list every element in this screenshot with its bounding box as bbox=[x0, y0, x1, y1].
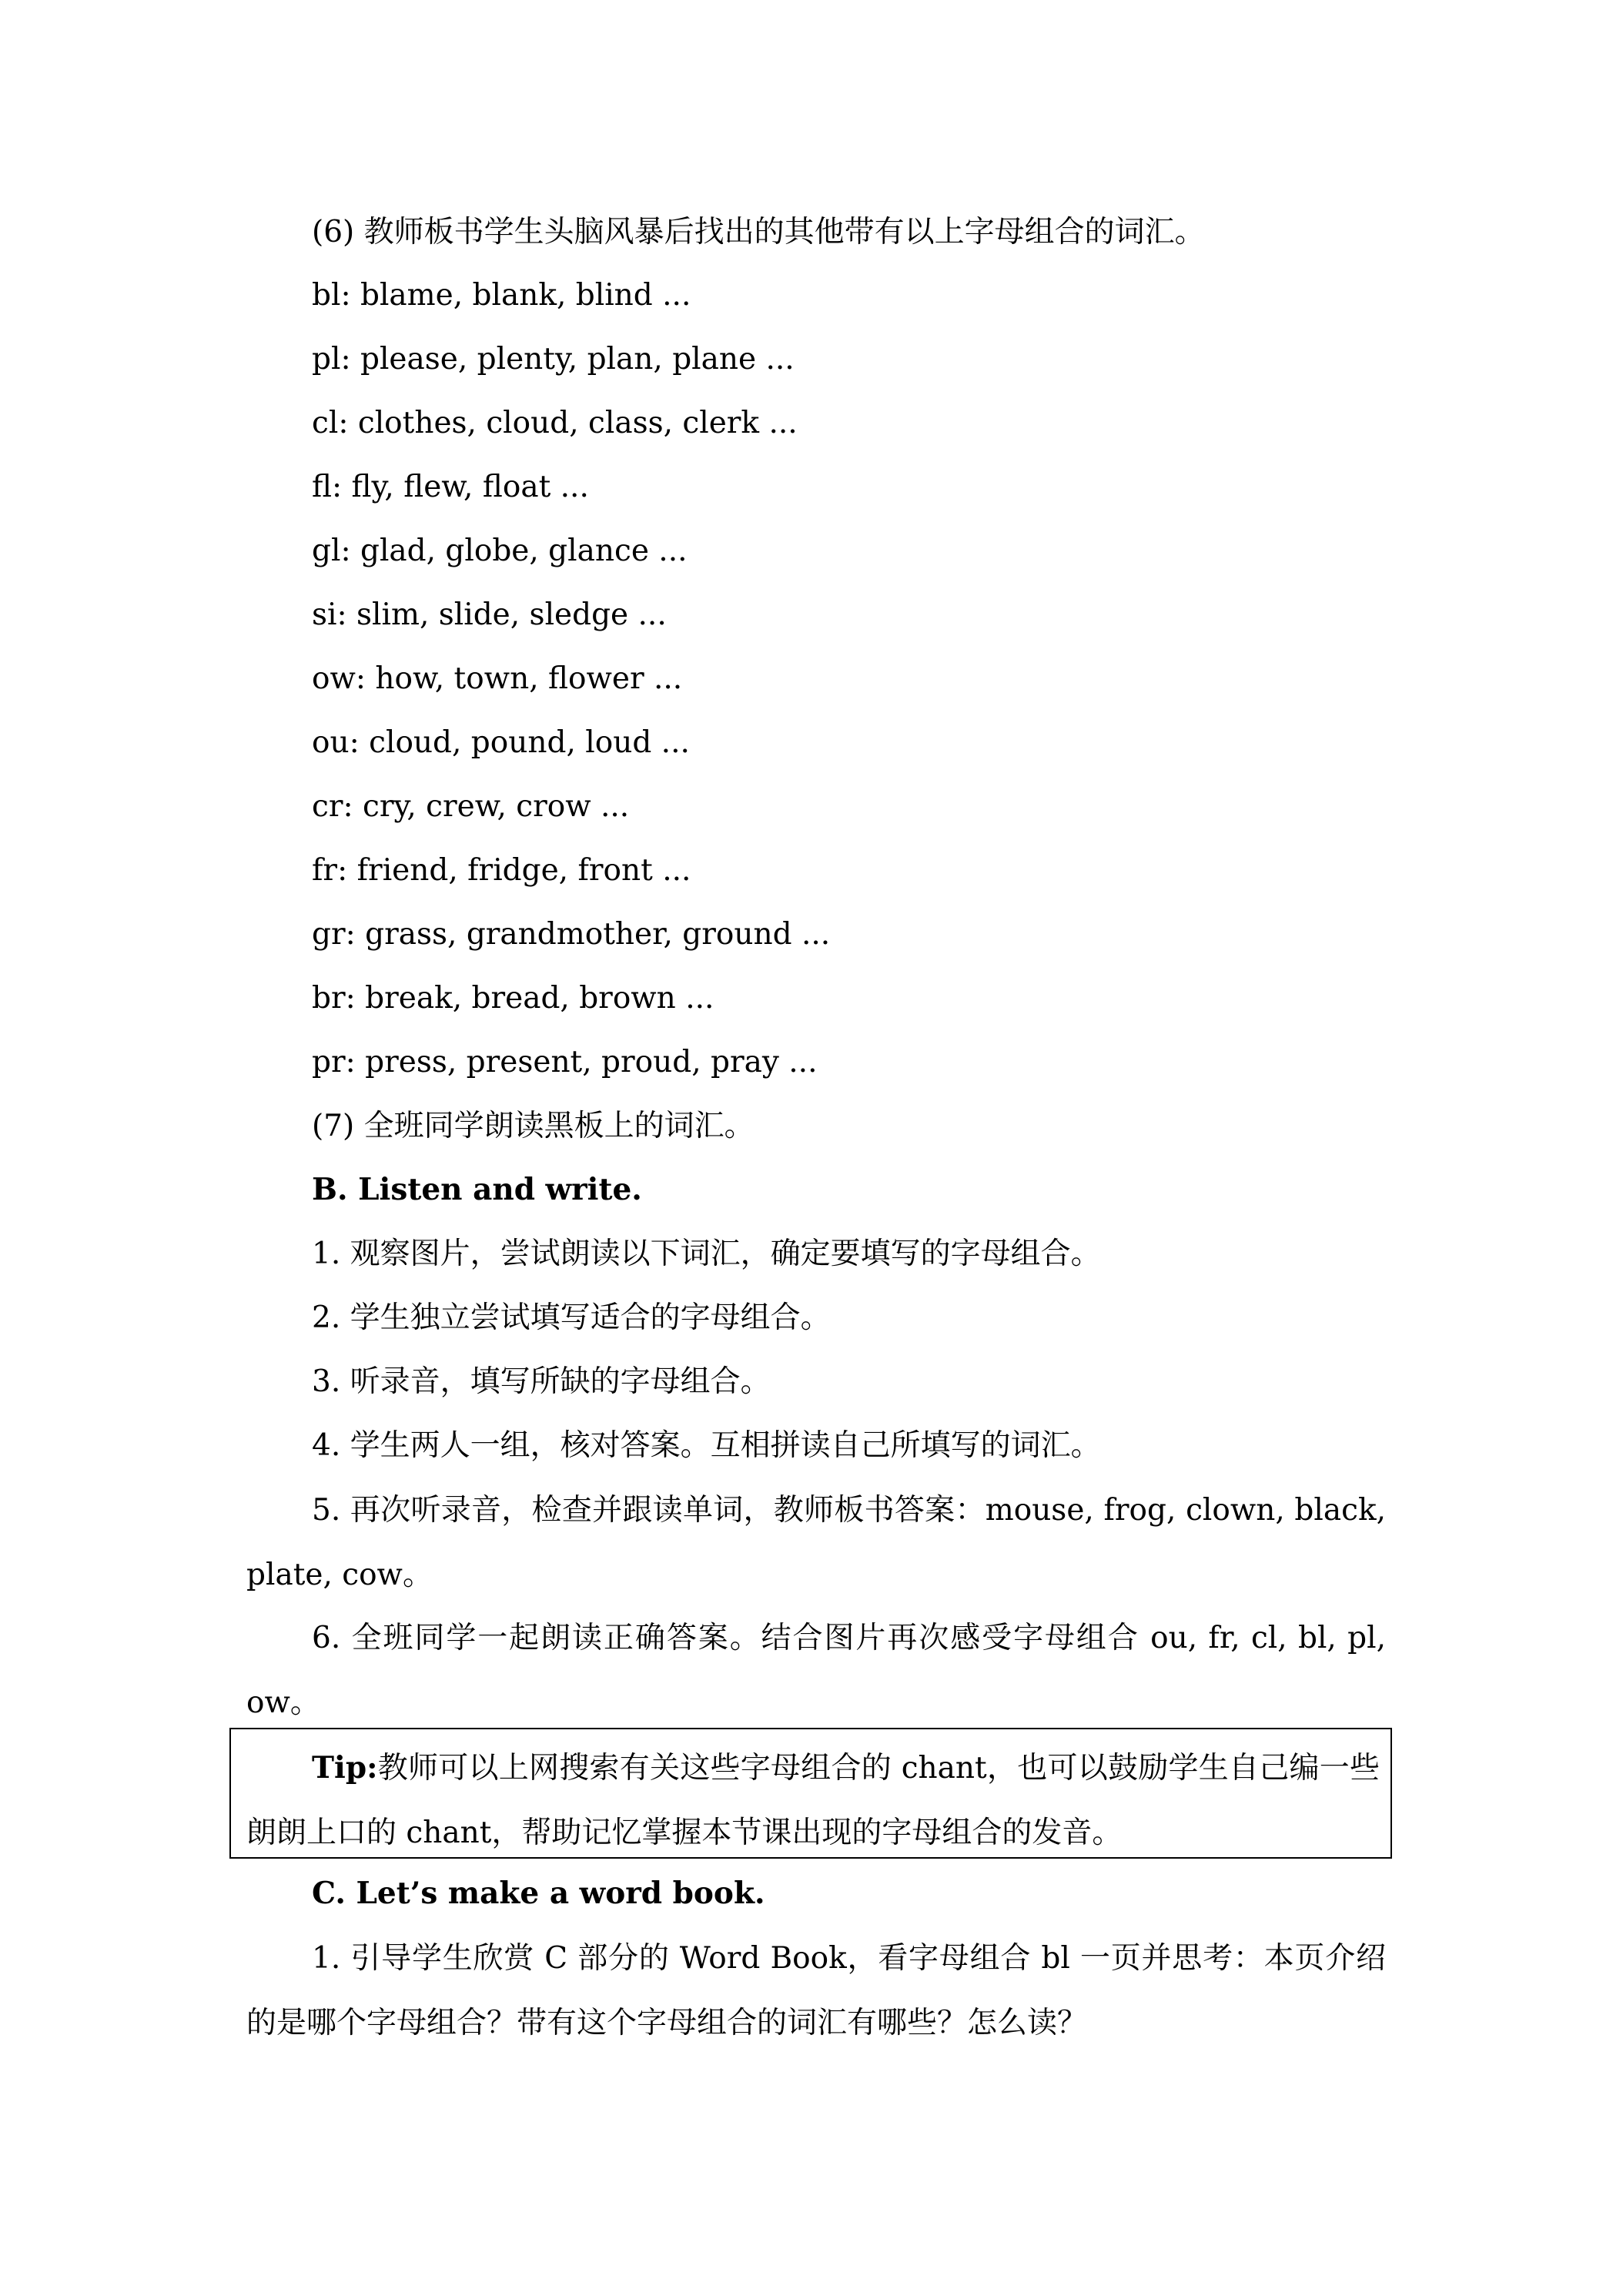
word-list-pr: pr: press, present, proud, pray ... bbox=[312, 1045, 818, 1079]
word-list-fr: fr: friend, fridge, front ... bbox=[312, 853, 691, 888]
section-b-step-2: 2. 学生独立尝试填写适合的字母组合。 bbox=[312, 1300, 831, 1335]
tip-paragraph bbox=[246, 1735, 1380, 1866]
section-b-step-6 bbox=[246, 1606, 1386, 1735]
word-list-pl: pl: please, plenty, plan, plane ... bbox=[312, 342, 795, 377]
section-b-step-4: 4. 学生两人一组，核对答案。互相拼读自己所填写的词汇。 bbox=[312, 1428, 1101, 1463]
tip-label: Tip: bbox=[312, 1750, 378, 1786]
word-list-cl: cl: clothes, cloud, class, clerk ... bbox=[312, 406, 798, 440]
section-b-step-1: 1. 观察图片，尝试朗读以下词汇，确定要填写的字母组合。 bbox=[312, 1237, 1101, 1271]
word-list-br: br: break, bread, brown ... bbox=[312, 981, 714, 1016]
word-list-fl: fl: fly, flew, float ... bbox=[312, 470, 589, 504]
word-list-si: si: slim, slide, sledge ... bbox=[312, 597, 667, 632]
word-list-bl: bl: blame, blank, blind ... bbox=[312, 278, 691, 313]
step-6-text: (6) 教师板书学生头脑风暴后找出的其他带有以上字母组合的词汇。 bbox=[312, 215, 1205, 249]
section-b-step-5 bbox=[246, 1478, 1386, 1608]
tip-text: 教师可以上网搜索有关这些字母组合的 chant，也可以鼓励学生自己编一些朗朗上口的 chant，帮助记忆掌握本节课出现的字母组合的发音。 bbox=[246, 1751, 1380, 1850]
section-b-step-6-text: 6. 全班同学一起朗读正确答案。结合图片再次感受字母组合 ou, fr, cl, bl, pl, ow。 bbox=[246, 1621, 1386, 1720]
section-c-step-1 bbox=[246, 1926, 1386, 2056]
word-list-ou: ou: cloud, pound, loud ... bbox=[312, 725, 690, 760]
section-b-heading: B. Listen and write. bbox=[312, 1172, 642, 1207]
tip-box bbox=[229, 1728, 1392, 1859]
word-list-gl: gl: glad, globe, glance ... bbox=[312, 534, 688, 568]
step-7-text: (7) 全班同学朗读黑板上的词汇。 bbox=[312, 1109, 755, 1143]
word-list-gr: gr: grass, grandmother, ground ... bbox=[312, 917, 831, 952]
section-c-step-1-text: 1. 引导学生欣赏 C 部分的 Word Book，看字母组合 bl 一页并思考：本页介绍的是哪个字母组合？带有这个字母组合的词汇有哪些？怎么读？ bbox=[246, 1941, 1386, 2040]
word-list-ow: ow: how, town, flower ... bbox=[312, 661, 683, 696]
word-list-cr: cr: cry, crew, crow ... bbox=[312, 789, 630, 824]
section-b-step-3: 3. 听录音，填写所缺的字母组合。 bbox=[312, 1364, 771, 1399]
section-b-step-5-text: 5. 再次听录音，检查并跟读单词，教师板书答案：mouse, frog, clown, black, plate, cow。 bbox=[246, 1493, 1386, 1592]
section-c-heading: C. Let’s make a word book. bbox=[312, 1876, 765, 1911]
